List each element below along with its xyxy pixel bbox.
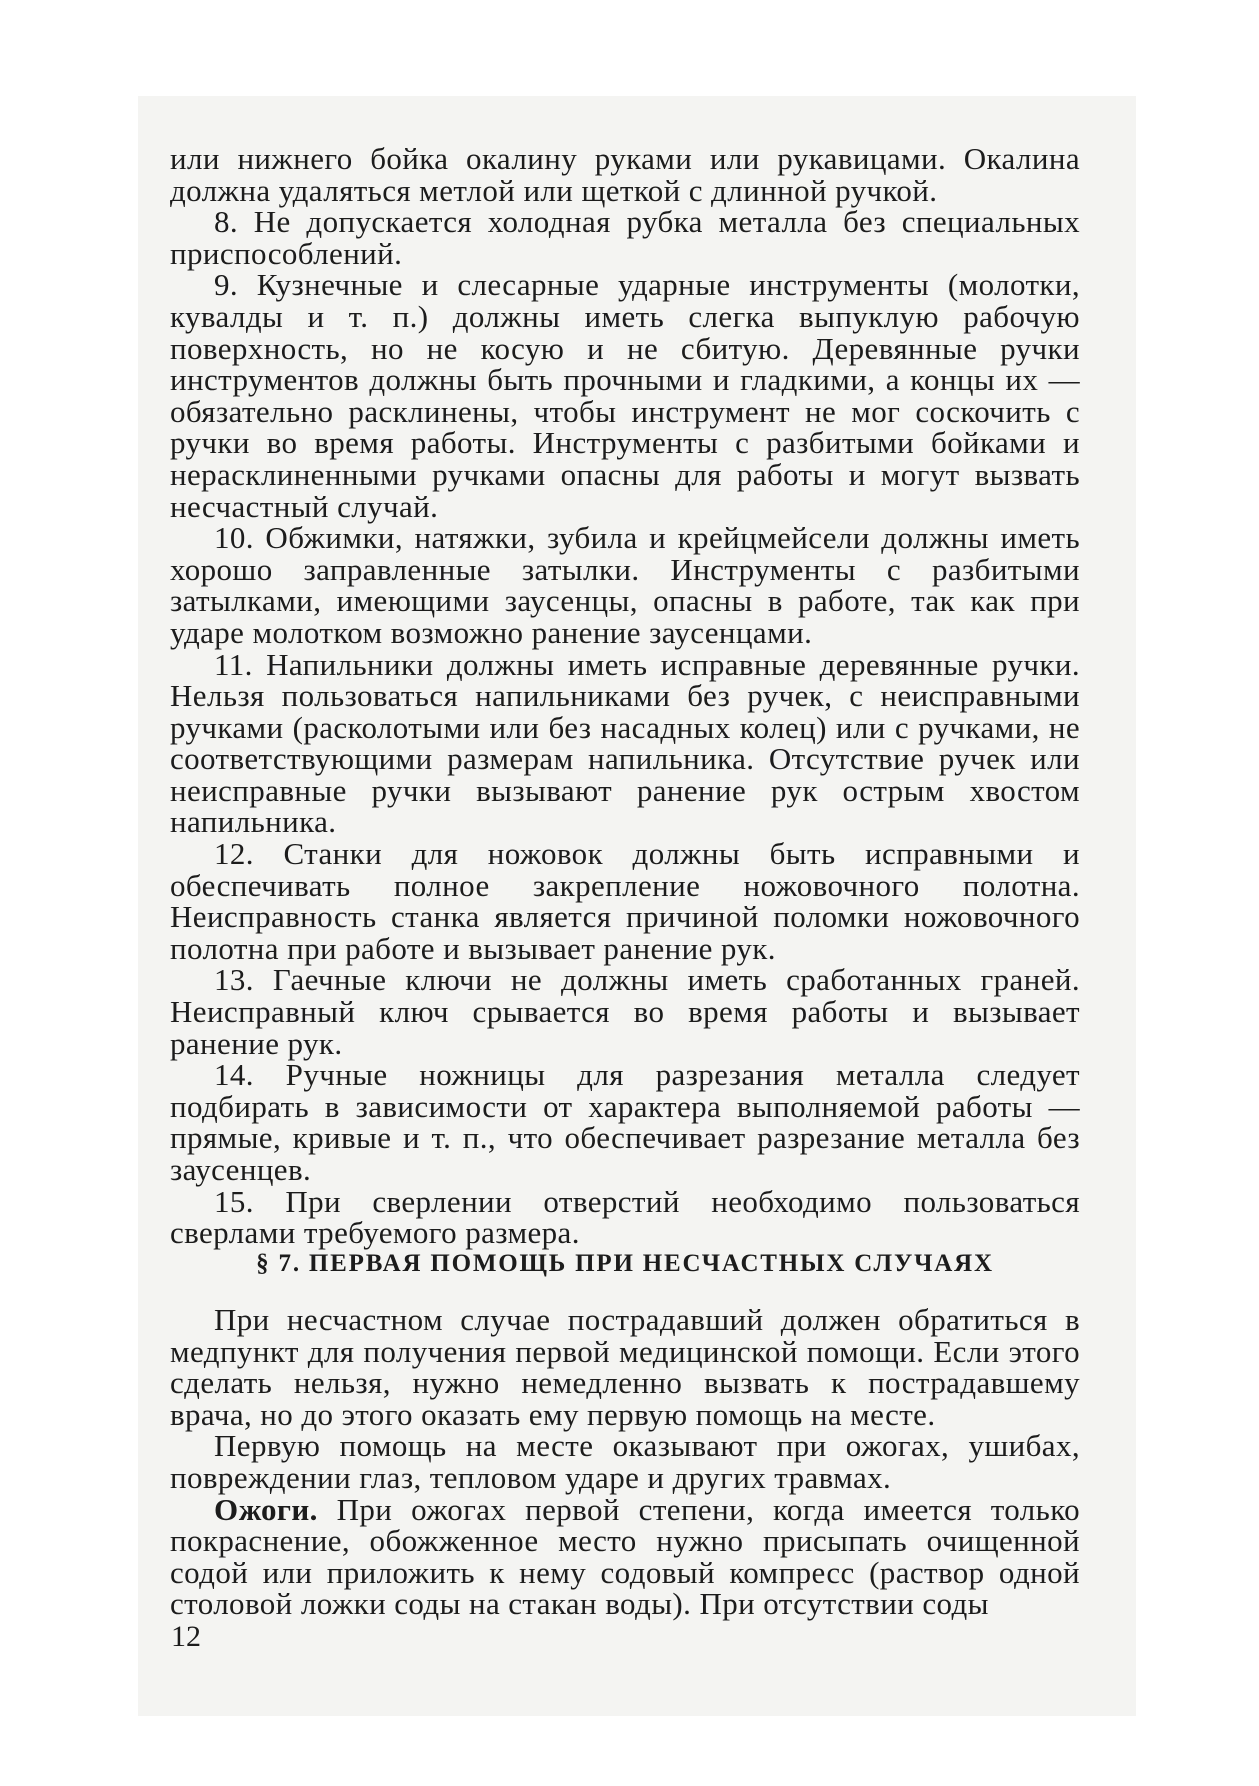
burns-text: При ожогах первой степени, когда имеется только покраснение, обожженное место нужно присыпать очищенной содой или приложить к нему содовый компресс (раствор одной столовой ложки соды на стакан воды). При отсутствии соды xyxy=(170,1491,1080,1622)
paragraph-item-10: 10. Обжимки, натяжки, зубила и крейцмейсели должны иметь хорошо заправленные затылки. Инструменты с разбитыми затылками, имеющими заусенцы, опасны в работе, так как при ударе молотком возможно ранение заусенцами. xyxy=(170,520,1080,650)
paragraph-burns xyxy=(170,1491,1080,1622)
paragraph-item-9: 9. Кузнечные и слесарные ударные инструменты (молотки, кувалды и т. п.) должны иметь слегка выпуклую рабочую поверхность, но не косую и не сбитую. Деревянные ручки инструментов должны быть прочными и гладкими, а концы их — обязательно расклинены, чтобы инструмент не мог соскочить с ручки во время работы. Инструменты с разбитыми бойками и нерасклиненными ручками опасны для работы и могут вызвать несчастный случай. xyxy=(170,267,1080,524)
body-text-top xyxy=(170,143,1080,1249)
paragraph-item-12: 12. Станки для ножовок должны быть исправными и обеспечивать полное закрепление ножовочного полотна. Неисправность станка является причиной поломки ножовочного полотна при работе и вызывает ранение рук. xyxy=(170,836,1080,966)
paragraph-first-aid-intro: При несчастном случае пострадавший должен обратиться в медпункт для получения первой медицинской помощи. Если этого сделать нельзя, нужно немедленно вызвать к пострадавшему врача, но до этого оказать ему первую помощь на месте. xyxy=(170,1302,1080,1432)
paragraph-item-14: 14. Ручные ножницы для разрезания металла следует подбирать в зависимости от характера выполняемой работы — прямые, кривые и т. п., что обеспечивает разрезание металла без заусенцев. xyxy=(170,1057,1080,1187)
paragraph-item-13: 13. Гаечные ключи не должны иметь сработанных граней. Неисправный ключ срывается во время работы и вызывает ранение рук. xyxy=(170,962,1080,1061)
paragraph-continuation: или нижнего бойка окалину руками или рукавицами. Окалина должна удаляться метлой или щеткой с длинной ручкой. xyxy=(170,141,1080,208)
section-heading: § 7. ПЕРВАЯ ПОМОЩЬ ПРИ НЕСЧАСТНЫХ СЛУЧАЯХ xyxy=(256,1250,994,1277)
paragraph-item-8: 8. Не допускается холодная рубка металла без специальных приспособлений. xyxy=(170,204,1080,271)
paragraph-item-11: 11. Напильники должны иметь исправные деревянные ручки. Нельзя пользоваться напильниками без ручек, с неисправными ручками (расколотыми или без насадных колец) или с ручками, не соответствующими размерам напильника. Отсутствие ручек или неисправные ручки вызывают ранение рук острым хвостом напильника. xyxy=(170,646,1080,840)
paragraph-item-15: 15. При сверлении отверстий необходимо пользоваться сверлами требуемого размера. xyxy=(170,1183,1080,1251)
burns-lead: Ожоги. xyxy=(214,1491,318,1527)
paragraph-first-aid-cases: Первую помощь на месте оказывают при ожогах, ушибах, повреждении глаз, тепловом ударе и других травмах. xyxy=(170,1428,1080,1495)
body-text-bottom xyxy=(170,1304,1080,1620)
page-number: 12 xyxy=(171,1620,201,1653)
